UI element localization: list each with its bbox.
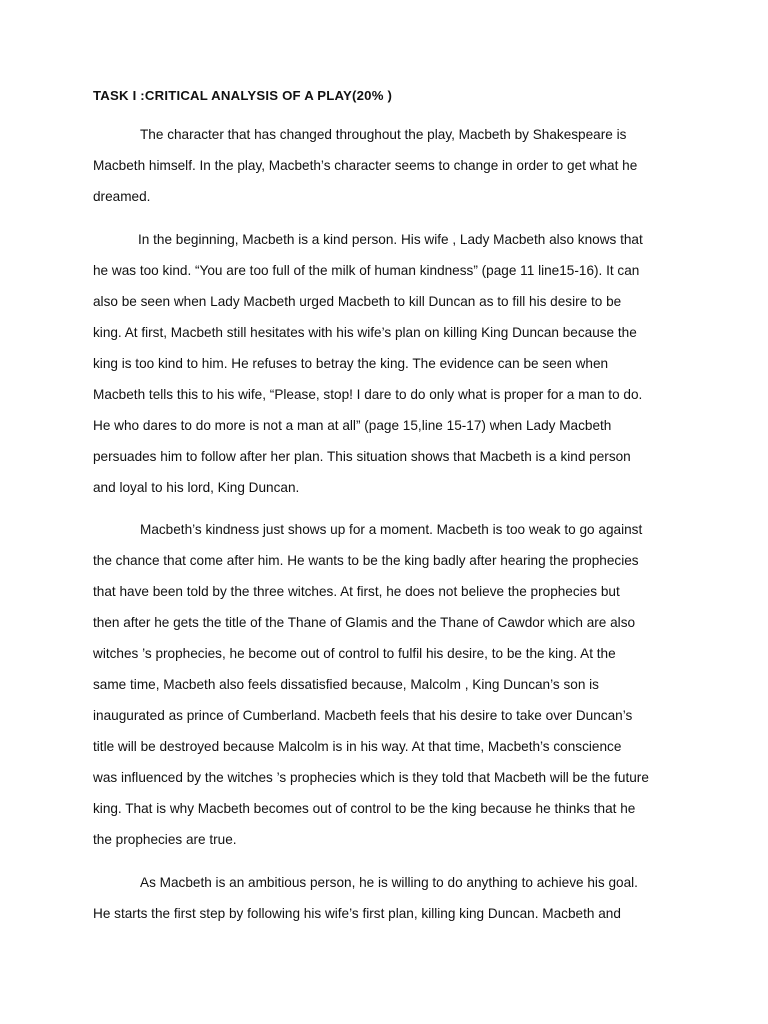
paragraph-line: he was too kind. “You are too full of the milk of human kindness” (page 11 line15-16). It can [93,262,640,278]
paragraph-line: then after he gets the title of the Thane of Glamis and the Thane of Cawdor which are also [93,615,636,630]
paragraph-line: also be seen when Lady Macbeth urged Macbeth to kill Duncan as to fill his desire to be [93,293,622,309]
paragraph-line: He starts the first step by following his wife’s first plan, killing king Duncan. Macbeth and [93,905,621,921]
paragraph-line: same time, Macbeth also feels dissatisfied because, Malcolm , King Duncan’s son is [93,677,599,692]
paragraph-line: the prophecies are true. [93,832,237,847]
paragraph-line: The character that has changed throughout the play, Macbeth by Shakespeare is [140,127,627,142]
paragraph-line: that have been told by the three witches. At first, he does not believe the prophecies but [93,584,620,599]
paragraph-line: Macbeth’s kindness just shows up for a moment. Macbeth is too weak to go against [140,522,643,537]
paragraph-1 [93,124,665,217]
paragraph-line: king. At first, Macbeth still hesitates with his wife’s plan on killing King Duncan because the [93,324,637,340]
paragraph-line: He who dares to do more is not a man at all” (page 15,line 15-17) when Lady Macbeth [93,417,612,433]
paragraph-line: persuades him to follow after her plan. This situation shows that Macbeth is a kind person [93,448,631,464]
paragraph-line: king. That is why Macbeth becomes out of control to be the king because he thinks that he [93,801,636,816]
paragraph-line: was influenced by the witches ’s prophecies which is they told that Macbeth will be the future [93,770,649,785]
paragraph-line: title will be destroyed because Malcolm is in his way. At that time, Macbeth’s conscience [93,739,622,754]
document-heading: TASK I :CRITICAL ANALYSIS OF A PLAY(20% ) [93,88,393,103]
paragraph-line: dreamed. [93,189,151,204]
paragraph-line: Macbeth himself. In the play, Macbeth’s character seems to change in order to get what he [93,158,638,173]
paragraph-2 [93,229,665,508]
paragraph-line: Macbeth tells this to his wife, “Please, stop! I dare to do only what is proper for a man to do. [93,386,643,402]
paragraph-line: In the beginning, Macbeth is a kind person. His wife , Lady Macbeth also knows that [138,231,643,247]
paragraph-line: witches ’s prophecies, he become out of control to fulfil his desire, to be the king. At the [93,646,616,661]
paragraph-line: and loyal to his lord, King Duncan. [93,479,300,495]
document-body [93,124,665,945]
paragraph-4 [93,872,665,934]
paragraph-line: As Macbeth is an ambitious person, he is willing to do anything to achieve his goal. [140,874,638,890]
paragraph-line: king is too kind to him. He refuses to betray the king. The evidence can be seen when [93,355,609,371]
paragraph-3 [93,519,665,860]
paragraph-line: the chance that come after him. He wants to be the king badly after hearing the prophecies [93,553,639,568]
paragraph-line: inaugurated as prince of Cumberland. Macbeth feels that his desire to take over Duncan’s [93,708,633,723]
